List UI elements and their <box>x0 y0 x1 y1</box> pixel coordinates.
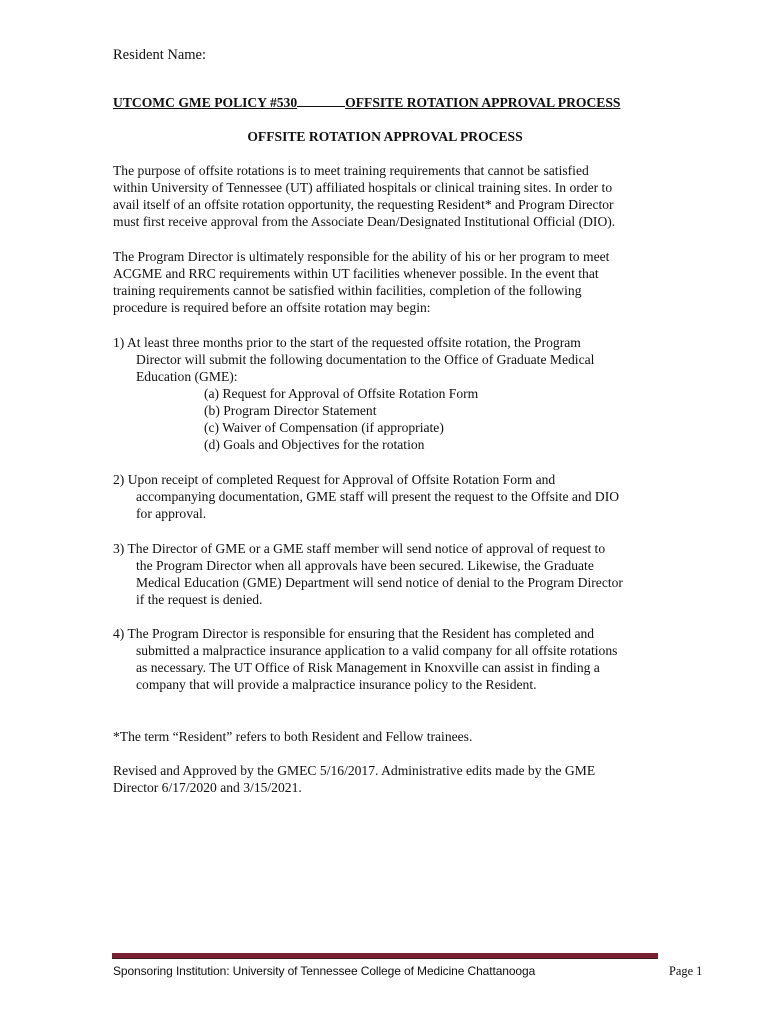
step-line: submitted a malpractice insurance application to a valid company for all offsite rotations <box>136 643 618 658</box>
policy-number: UTCOMC GME POLICY #530 <box>113 95 298 110</box>
policy-title: OFFSITE ROTATION APPROVAL PROCESS <box>345 95 621 110</box>
revision-line: Director 6/17/2020 and 3/15/2021. <box>113 780 302 795</box>
step-3 <box>113 540 658 608</box>
underline-gap <box>297 94 345 107</box>
footnote-text: *The term “Resident” refers to both Resident and Fellow trainees. <box>113 729 473 744</box>
paragraph-line: within University of Tennessee (UT) affiliated hospitals or clinical training sites. In order to <box>113 180 613 195</box>
step-line: Medical Education (GME) Department will send notice of denial to the Program Director <box>136 575 623 590</box>
step-line: 4) The Program Director is responsible for ensuring that the Resident has completed and <box>113 626 595 641</box>
resident-name-label: Resident Name: <box>113 47 207 63</box>
policy-header <box>113 94 656 111</box>
paragraph-line: The Program Director is ultimately responsible for the ability of his or her program to meet <box>113 249 610 264</box>
paragraph-line: must first receive approval from the Associate Dean/Designated Institutional Official (DIO). <box>113 214 616 229</box>
paragraph-line: training requirements cannot be satisfied within facilities, completion of the following <box>113 283 582 298</box>
step-line: if the request is denied. <box>136 592 263 607</box>
step-line: the Program Director when all approvals have been secured. Likewise, the Graduate <box>136 558 594 573</box>
step-1 <box>113 334 658 453</box>
document-title: OFFSITE ROTATION APPROVAL PROCESS <box>247 129 523 144</box>
resident-footnote <box>113 728 658 745</box>
step-line: 2) Upon receipt of completed Request for Approval of Offsite Rotation Form and <box>113 472 556 487</box>
step-line: as necessary. The UT Office of Risk Management in Knoxville can assist in finding a <box>136 660 600 675</box>
step-line: accompanying documentation, GME staff will present the request to the Offsite and DIO <box>136 489 620 504</box>
footer-divider <box>112 953 658 959</box>
step-line: company that will provide a malpractice insurance policy to the Resident. <box>136 677 537 692</box>
paragraph-line: avail itself of an offsite rotation opportunity, the requesting Resident* and Program Director <box>113 197 614 212</box>
paragraph-line: ACGME and RRC requirements within UT facilities whenever possible. In the event that <box>113 266 599 281</box>
page-number: Page 1 <box>669 964 703 978</box>
step-subitem: (d) Goals and Objectives for the rotation <box>204 437 425 452</box>
paragraph-line: procedure is required before an offsite rotation may begin: <box>113 300 431 315</box>
paragraph-line: The purpose of offsite rotations is to meet training requirements that cannot be satisfied <box>113 163 589 178</box>
step-line: 1) At least three months prior to the start of the requested offsite rotation, the Program <box>113 335 581 350</box>
responsibility-paragraph <box>113 248 658 316</box>
step-4 <box>113 625 658 693</box>
step-line: Education (GME): <box>136 369 238 384</box>
step-subitem: (a) Request for Approval of Offsite Rotation Form <box>204 386 479 401</box>
step-line: 3) The Director of GME or a GME staff member will send notice of approval of request to <box>113 541 606 556</box>
revision-note <box>113 762 658 796</box>
step-subitem: (b) Program Director Statement <box>204 403 377 418</box>
step-2 <box>113 471 658 522</box>
purpose-paragraph <box>113 162 658 230</box>
step-line: for approval. <box>136 506 207 521</box>
footer-institution: Sponsoring Institution: University of Tennessee College of Medicine Chattanooga <box>113 964 536 978</box>
revision-line: Revised and Approved by the GMEC 5/16/2017. Administrative edits made by the GME <box>113 763 596 778</box>
step-subitem: (c) Waiver of Compensation (if appropriate) <box>204 420 444 435</box>
step-line: Director will submit the following documentation to the Office of Graduate Medical <box>136 352 595 367</box>
